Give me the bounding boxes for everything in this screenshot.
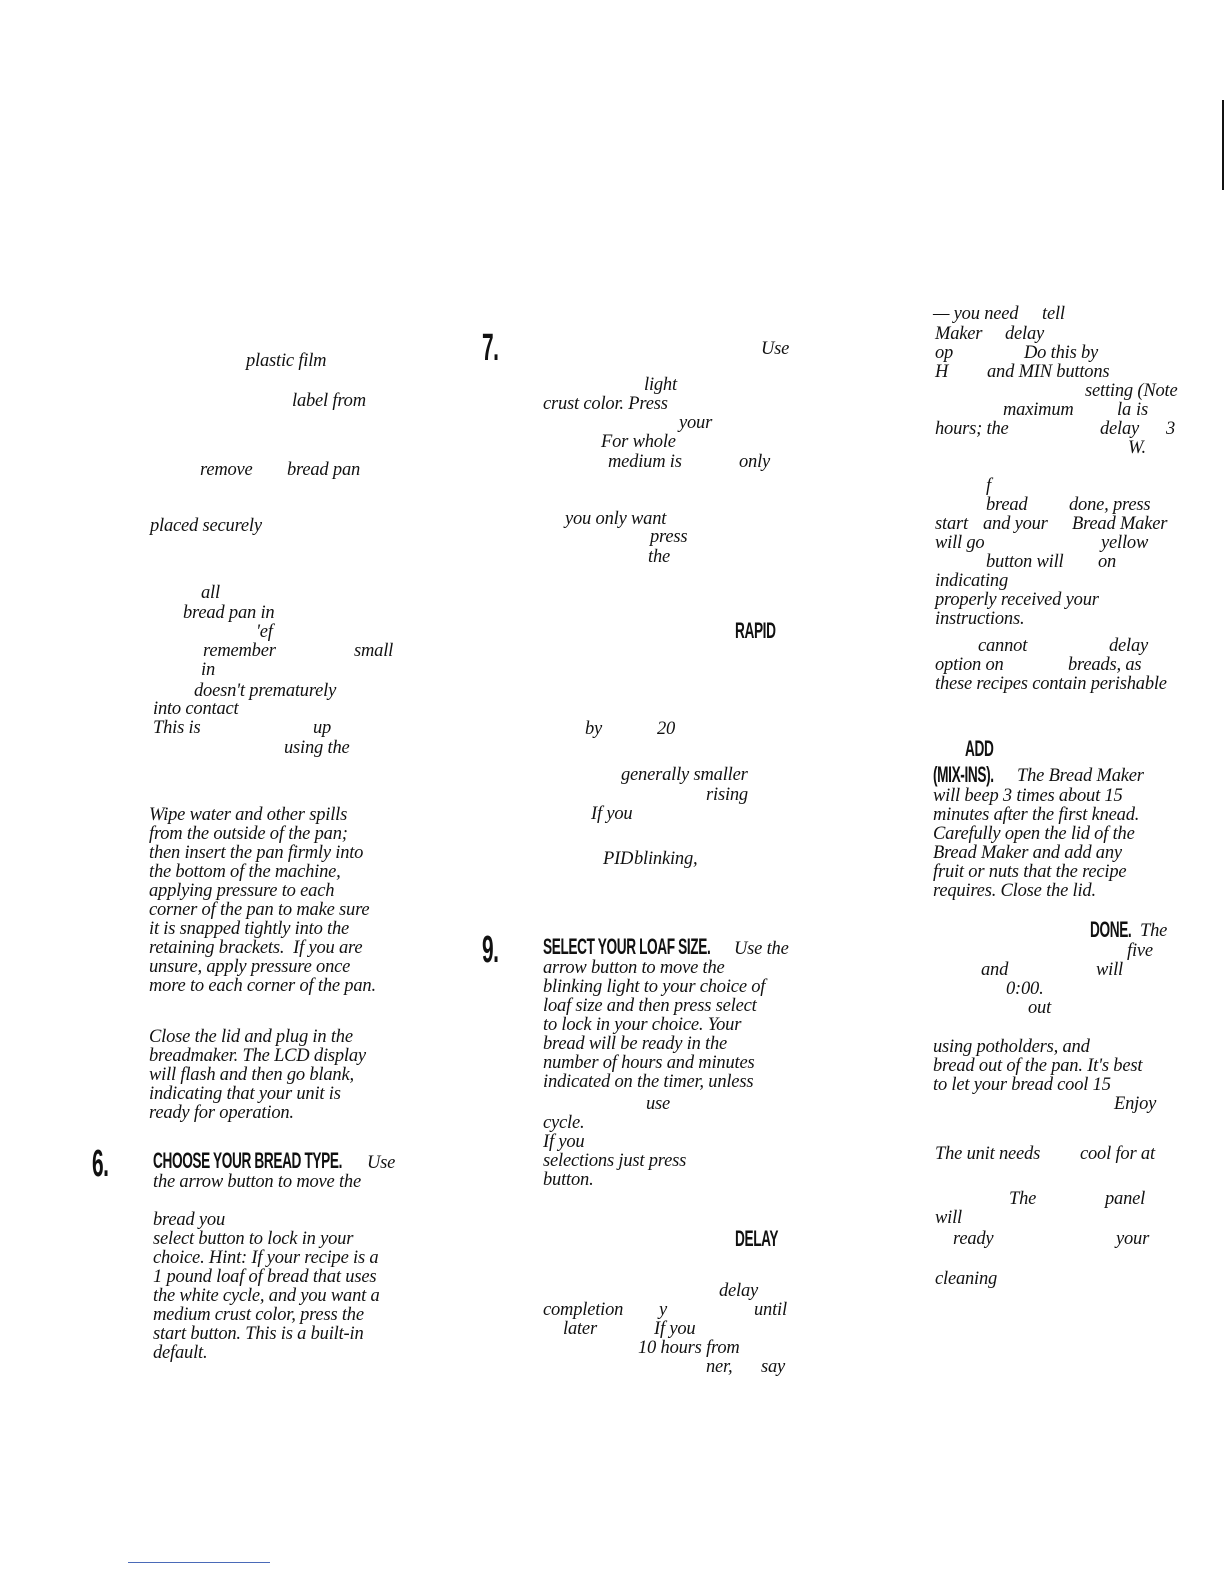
fragment: Use	[761, 339, 790, 359]
fragment: will	[935, 1208, 962, 1228]
fragment: rising	[706, 785, 748, 805]
fragment: placed securely	[150, 516, 262, 536]
fragment: ner,	[706, 1357, 733, 1377]
fragment: until	[754, 1300, 787, 1320]
fragment: use	[646, 1094, 671, 1114]
fragment: generally smaller	[621, 765, 748, 785]
fragment: bread pan	[287, 460, 361, 480]
fragment: maximum	[1003, 400, 1074, 420]
fragment: delay	[1100, 419, 1140, 439]
fragment: 'ef	[256, 622, 273, 642]
fragment: — you need	[933, 304, 1019, 324]
fragment: done, press	[1069, 495, 1151, 515]
fragment: only	[739, 452, 771, 472]
fragment: into contact	[153, 699, 239, 719]
fragment: hours; the	[935, 419, 1009, 439]
done-lead: The	[1140, 921, 1168, 941]
fragment: delay	[719, 1281, 759, 1301]
fragment: The unit needs	[935, 1144, 1041, 1164]
fragment: five	[1127, 941, 1153, 961]
fragment: light	[644, 375, 677, 395]
fragment: doesn't prematurely	[194, 681, 337, 701]
fragment: bread pan in	[183, 603, 275, 623]
fragment: start	[935, 514, 968, 534]
paragraph-loaf-size: arrow button to move the blinking light to your choice of loaf size and then press select to lock in your choice. Your bread will be ready in the number of hours and minutes indicated on the timer, unless	[543, 958, 766, 1092]
fragment: If you	[654, 1319, 696, 1339]
fragment: cleaning	[935, 1269, 998, 1289]
fragment: delay	[1005, 324, 1045, 344]
step-heading-bread-type: CHOOSE YOUR BREAD TYPE.	[153, 1148, 343, 1173]
fragment: label from	[292, 391, 366, 411]
step-lead: Use	[367, 1153, 396, 1173]
fragment: will go	[935, 533, 985, 553]
fragment: by	[585, 719, 603, 739]
fragment: button will	[986, 552, 1064, 572]
fragment: 20	[657, 719, 676, 739]
fragment: medium is	[608, 452, 682, 472]
fragment: plastic film	[246, 351, 327, 371]
fragment: say	[761, 1357, 786, 1377]
fragment: all	[201, 583, 220, 603]
fragment: to let your bread cool 15	[933, 1075, 1111, 1095]
fragment: bread out of the pan. It's best	[933, 1056, 1143, 1076]
fragment: your	[679, 413, 713, 433]
fragment: cycle.	[543, 1113, 585, 1133]
step-number-9: 9.	[482, 929, 499, 971]
fragment: you only want	[565, 509, 667, 529]
fragment: button.	[543, 1170, 594, 1190]
fragment: This is	[153, 718, 201, 738]
delay-label: DELAY	[735, 1226, 779, 1251]
fragment: crust color. Press	[543, 394, 668, 414]
fragment: yellow	[1101, 533, 1149, 553]
fragment: completion	[543, 1300, 624, 1320]
fragment: ready	[953, 1229, 994, 1249]
fragment: on	[1098, 552, 1117, 572]
fragment: cool for at	[1080, 1144, 1155, 1164]
fragment: is	[1136, 400, 1148, 420]
fragment: For whole	[601, 432, 676, 452]
step-lead: Use the	[734, 939, 789, 959]
fragment: tell	[1042, 304, 1065, 324]
fragment: out	[1028, 998, 1052, 1018]
mixins-lead: The Bread Maker	[1017, 766, 1144, 786]
rapid-label: RAPID	[735, 618, 776, 643]
fragment: the	[648, 547, 671, 567]
fragment: remember	[203, 641, 276, 661]
step-number-6: 6.	[92, 1143, 109, 1185]
fragment: properly received your	[935, 590, 1099, 610]
paragraph-bread-type: the arrow button to move the bread you select button to lock in your choice. Hint: If your recipe is a 1 pound loaf of bread that uses the white cycle, and you want a medium crust color, press the start button. This is a built-in default.	[153, 1172, 380, 1363]
fragment: 10 hours from	[638, 1338, 740, 1358]
fragment: f	[986, 476, 991, 496]
fragment: Maker	[935, 324, 983, 344]
fragment: Do this by	[1024, 343, 1099, 363]
mixins-heading: (MIX-INS).	[933, 762, 994, 787]
fragment: y	[659, 1300, 668, 1320]
fragment: panel	[1105, 1189, 1146, 1209]
fragment: later	[563, 1319, 597, 1339]
fragment: If you	[591, 804, 633, 824]
fragment: PID	[603, 849, 634, 869]
fragment: instructions.	[935, 609, 1025, 629]
fragment: in	[201, 660, 215, 680]
fragment: Bread Maker	[1072, 514, 1168, 534]
fragment: selections just press	[543, 1151, 687, 1171]
paragraph-mix-ins: will beep 3 times about 15 minutes after the first knead. Carefully open the lid of the Bread Maker and add any fruit or nuts that the recipe requires. Close the lid.	[933, 786, 1140, 901]
fragment: your	[1116, 1229, 1150, 1249]
fragment: breads, as	[1068, 655, 1142, 675]
fragment: setting (Note	[1085, 381, 1178, 401]
paragraph-close-lid: Close the lid and plug in the breadmaker. The LCD display will flash and then go blank, indicating that your unit is ready for operation.	[149, 1027, 366, 1123]
fragment: and MIN buttons	[987, 362, 1110, 382]
add-heading: ADD	[965, 736, 994, 761]
fragment: indicating	[935, 571, 1009, 591]
fragment: using the	[284, 738, 350, 758]
fragment: W.	[1128, 438, 1146, 458]
fragment: bread	[986, 495, 1028, 515]
fragment: blinking,	[634, 849, 698, 869]
done-heading: DONE.	[1090, 917, 1132, 942]
fragment: la	[1117, 400, 1131, 420]
fragment: small	[354, 641, 394, 661]
fragment: H	[935, 362, 949, 382]
step-number-7: 7.	[482, 327, 499, 369]
fragment: delay	[1109, 636, 1149, 656]
step-heading-loaf-size: SELECT YOUR LOAF SIZE.	[543, 934, 711, 959]
fragment: The	[1009, 1189, 1037, 1209]
paragraph-insert-pan: Wipe water and other spills from the outside of the pan; then insert the pan firmly into the bottom of the machine, applying pressure to each corner of the pan to make sure it is snapped tightly into the retaining brackets. If you are unsure, apply pressure once more to each corner of the pan.	[149, 805, 376, 996]
fragment: remove	[200, 460, 253, 480]
fragment: cannot	[978, 636, 1028, 656]
fragment: 0:00.	[1006, 979, 1044, 999]
fragment: and your	[983, 514, 1048, 534]
footer-rule	[128, 1562, 270, 1563]
fragment: using potholders, and	[933, 1037, 1090, 1057]
fragment: op	[935, 343, 954, 363]
fragment: 3	[1166, 419, 1176, 439]
fragment: will	[1096, 960, 1123, 980]
fragment: Enjoy	[1114, 1094, 1157, 1114]
fragment: these recipes contain perishable	[935, 674, 1167, 694]
fragment: option on	[935, 655, 1004, 675]
fragment: press	[650, 527, 688, 547]
fragment: up	[313, 718, 332, 738]
fragment: If you	[543, 1132, 585, 1152]
fragment: and	[981, 960, 1009, 980]
